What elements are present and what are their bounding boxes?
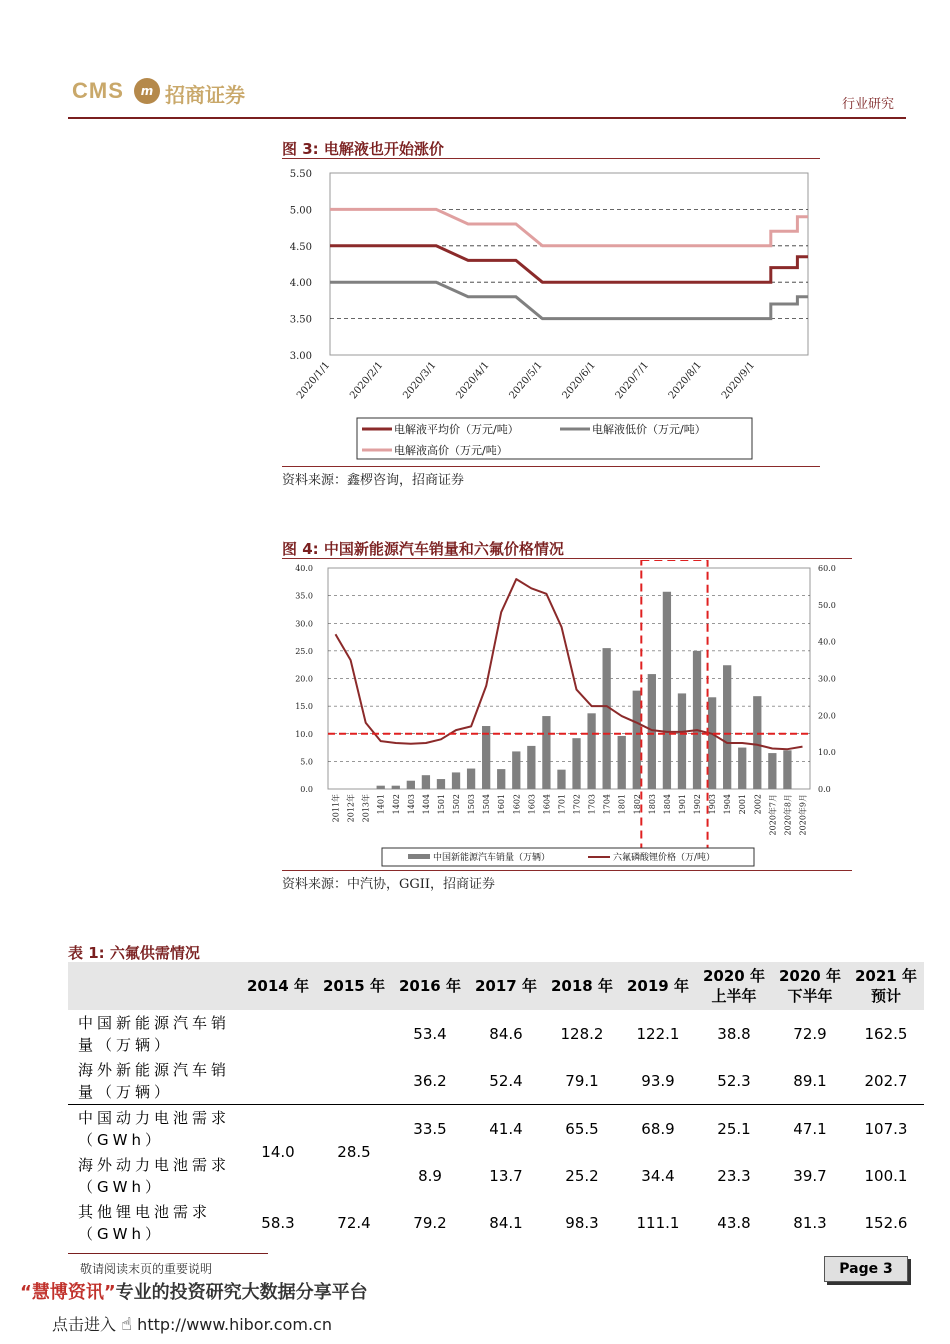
table-cell: 36.2 xyxy=(413,1071,447,1090)
hibor-enter-label: 点击进入 xyxy=(52,1315,117,1334)
x-tick-label: 1404 xyxy=(421,794,431,815)
x-tick-label: 1702 xyxy=(572,794,582,815)
table-row xyxy=(68,1010,924,1057)
bar xyxy=(708,697,716,789)
y-tick-label: 4.50 xyxy=(289,241,312,253)
x-tick-label: 1803 xyxy=(647,794,657,815)
row-label: 中国动力电池需求（GWh） xyxy=(78,1108,231,1149)
y-left-tick-label: 35.0 xyxy=(295,591,313,601)
table-cell: 111.1 xyxy=(636,1213,680,1232)
table-cell: 38.8 xyxy=(717,1024,751,1043)
logo-company-name: 招商证券 xyxy=(165,83,245,107)
bar xyxy=(723,665,731,789)
legend-label: 电解液低价（万元/吨） xyxy=(592,423,706,436)
x-tick-label: 1603 xyxy=(527,794,537,815)
logo-cms: CMS xyxy=(72,78,124,103)
x-tick-label: 2020/4/1 xyxy=(454,359,492,402)
table-cell: 53.4 xyxy=(413,1024,447,1043)
header-divider xyxy=(68,117,906,119)
table-header-cell xyxy=(848,962,924,1010)
bar xyxy=(557,770,565,789)
bar xyxy=(753,696,761,789)
y-right-tick-label: 40.0 xyxy=(818,637,836,647)
y-left-tick-label: 40.0 xyxy=(295,564,313,573)
x-tick-label: 1502 xyxy=(452,794,462,815)
table-cell: 84.1 xyxy=(489,1213,523,1232)
y-tick-label: 3.50 xyxy=(289,314,312,326)
y-left-tick-label: 0.0 xyxy=(300,785,313,794)
row-label: 海外动力电池需求（GWh） xyxy=(78,1155,231,1196)
table-cell xyxy=(240,1057,316,1105)
y-tick-label: 5.00 xyxy=(289,205,312,217)
footer-disclaimer-note: 敬请阅读末页的重要说明 xyxy=(80,1262,213,1276)
y-right-tick-label: 20.0 xyxy=(818,711,836,721)
plot-frame xyxy=(330,173,808,355)
bar xyxy=(482,726,490,789)
y-right-tick-label: 30.0 xyxy=(818,674,836,684)
table-cell: 8.9 xyxy=(418,1166,442,1185)
bar xyxy=(738,748,746,789)
table-cell: 152.6 xyxy=(864,1213,908,1232)
supply-demand-table xyxy=(68,962,924,1246)
x-tick-label: 2020年8月 xyxy=(783,794,793,836)
header-line: 2020 年 xyxy=(703,967,765,985)
x-tick-label: 1601 xyxy=(497,794,507,815)
legend-label: 六氟磷酸锂价格（万/吨） xyxy=(613,853,716,863)
table-cell: 79.1 xyxy=(565,1071,599,1090)
x-tick-label: 1703 xyxy=(587,794,597,815)
x-tick-label: 1403 xyxy=(406,794,416,815)
table-header-cell xyxy=(772,962,848,1010)
y-left-tick-label: 10.0 xyxy=(295,729,313,739)
y-tick-label: 3.00 xyxy=(289,351,312,362)
logo-mark-icon: m xyxy=(134,78,160,104)
table-cell: 100.1 xyxy=(864,1166,908,1185)
table-cell: 72.4 xyxy=(337,1213,371,1232)
table-cell: 52.4 xyxy=(489,1071,523,1090)
row-label: 海外新能源汽车销量（万辆） xyxy=(78,1060,231,1101)
figure4-title: 图 4: 中国新能源汽车销量和六氟价格情况 xyxy=(282,540,564,558)
footer-divider xyxy=(68,1253,268,1254)
hibor-url[interactable]: http://www.hibor.com.cn xyxy=(137,1315,332,1334)
hibor-link[interactable] xyxy=(52,1312,332,1335)
figure4-bottom-rule xyxy=(282,870,852,871)
table-cell xyxy=(240,1010,316,1057)
table-cell: 41.4 xyxy=(489,1119,523,1138)
x-tick-label: 2012年 xyxy=(346,794,356,823)
table-cell: 34.4 xyxy=(641,1166,675,1185)
table1-title: 表 1: 六氟供需情况 xyxy=(68,944,200,962)
x-tick-label: 1602 xyxy=(512,794,522,815)
series-line xyxy=(330,246,808,282)
legend-label: 电解液高价（万元/吨） xyxy=(394,444,508,457)
x-tick-label: 1903 xyxy=(708,794,718,815)
bar xyxy=(467,769,475,789)
bar xyxy=(648,674,656,789)
table-row xyxy=(68,1152,924,1199)
y-tick-label: 5.50 xyxy=(289,169,312,180)
table-cell: 39.7 xyxy=(793,1166,827,1185)
x-tick-label: 2020/2/1 xyxy=(348,359,386,402)
bar xyxy=(407,781,415,789)
x-tick-label: 2020/5/1 xyxy=(507,359,545,402)
series-line xyxy=(330,282,808,318)
table-cell: 162.5 xyxy=(864,1024,908,1043)
table-cell: 107.3 xyxy=(864,1119,908,1138)
table-cell: 122.1 xyxy=(636,1024,680,1043)
table-header-cell: 2018 年 xyxy=(544,962,620,1010)
y-right-tick-label: 50.0 xyxy=(818,600,836,610)
table-header-row xyxy=(68,962,924,1010)
x-tick-label: 2002 xyxy=(753,794,763,815)
y-tick-label: 4.00 xyxy=(289,278,312,290)
x-tick-label: 1701 xyxy=(557,794,567,815)
bar xyxy=(768,753,776,789)
y-left-tick-label: 30.0 xyxy=(295,619,313,629)
x-tick-label: 1802 xyxy=(632,794,642,815)
bar xyxy=(452,772,460,789)
figure4-source: 资料来源：中汽协，GGII，招商证券 xyxy=(282,877,496,892)
bar xyxy=(392,786,400,789)
bar xyxy=(512,751,520,789)
figure3-title: 图 3: 电解液也开始涨价 xyxy=(282,140,444,158)
legend-label: 中国新能源汽车销量（万辆） xyxy=(433,853,551,863)
bar xyxy=(572,738,580,789)
y-right-tick-label: 10.0 xyxy=(818,748,836,758)
x-tick-label: 1704 xyxy=(602,794,612,815)
table-cell xyxy=(316,1010,392,1057)
header-line: 上半年 xyxy=(711,987,757,1005)
table-cell: 81.3 xyxy=(793,1213,827,1232)
table-cell: 52.3 xyxy=(717,1071,751,1090)
header-line: 2021 年 xyxy=(855,967,917,985)
x-tick-label: 2020/9/1 xyxy=(719,359,758,402)
x-tick-label: 2001 xyxy=(738,794,748,815)
table-cell: 65.5 xyxy=(565,1119,599,1138)
table-row xyxy=(68,1057,924,1105)
table-cell: 128.2 xyxy=(560,1024,604,1043)
row-label: 其他锂电池需求（GWh） xyxy=(78,1202,212,1243)
table-header-cell: 2015 年 xyxy=(316,962,392,1010)
figure3-bottom-rule xyxy=(282,466,820,467)
x-tick-label: 1401 xyxy=(376,794,386,815)
table-cell: 79.2 xyxy=(413,1213,447,1232)
table-header-cell: 2017 年 xyxy=(468,962,544,1010)
header-line: 2020 年 xyxy=(779,967,841,985)
hibor-banner xyxy=(20,1278,368,1304)
x-tick-label: 1901 xyxy=(677,794,687,815)
table-header-blank xyxy=(68,962,240,1010)
bar xyxy=(663,592,671,789)
bar xyxy=(527,746,535,789)
x-tick-label: 2020/1/1 xyxy=(294,359,333,402)
table-cell: 58.3 xyxy=(261,1213,295,1232)
bar xyxy=(618,736,626,789)
bar xyxy=(587,713,595,789)
x-tick-label: 1503 xyxy=(467,794,477,815)
table-cell: 93.9 xyxy=(641,1071,675,1090)
table-row xyxy=(68,1105,924,1153)
row-label: 中国新能源汽车销量（万辆） xyxy=(78,1013,231,1054)
x-tick-label: 1402 xyxy=(391,794,401,815)
x-tick-label: 1501 xyxy=(436,794,446,815)
bar xyxy=(377,786,385,789)
bar xyxy=(693,651,701,789)
x-tick-label: 2020/3/1 xyxy=(401,359,439,402)
table-cell: 13.7 xyxy=(489,1166,523,1185)
table-cell: 98.3 xyxy=(565,1213,599,1232)
table-header-cell: 2019 年 xyxy=(620,962,696,1010)
table-row xyxy=(68,1199,924,1246)
y-left-tick-label: 20.0 xyxy=(295,674,313,684)
y-right-tick-label: 60.0 xyxy=(818,564,836,573)
x-tick-label: 2011年 xyxy=(331,794,341,823)
y-left-tick-label: 25.0 xyxy=(295,646,313,656)
table-cell: 84.6 xyxy=(489,1024,523,1043)
table-cell-merged: 14.0 xyxy=(261,1143,295,1161)
hand-pointer-icon: ☝ xyxy=(121,1314,133,1335)
table-cell: 33.5 xyxy=(413,1119,447,1138)
table-cell: 43.8 xyxy=(717,1213,751,1232)
hibor-brand: “慧博资讯” xyxy=(20,1282,116,1303)
table-cell xyxy=(316,1057,392,1105)
header-line: 下半年 xyxy=(787,987,833,1005)
legend-swatch xyxy=(408,854,430,859)
x-tick-label: 2020/6/1 xyxy=(560,359,598,402)
bar xyxy=(497,769,505,789)
figure4-chart xyxy=(280,560,852,870)
table-cell: 25.2 xyxy=(565,1166,599,1185)
bar xyxy=(542,716,550,789)
figure4-top-rule xyxy=(282,558,852,559)
x-tick-label: 1904 xyxy=(723,794,733,815)
figure3-top-rule xyxy=(282,158,820,159)
table-header-cell xyxy=(696,962,772,1010)
page-number: Page 3 xyxy=(824,1256,908,1282)
table-cell: 89.1 xyxy=(793,1071,827,1090)
x-tick-label: 1504 xyxy=(482,794,492,815)
bar xyxy=(678,693,686,789)
legend-label: 电解液平均价（万元/吨） xyxy=(394,423,519,436)
table-cell: 68.9 xyxy=(641,1119,675,1138)
x-tick-label: 2013年 xyxy=(361,794,371,823)
bar xyxy=(437,779,445,789)
figure3-chart xyxy=(280,160,825,465)
x-tick-label: 2020年7月 xyxy=(768,794,778,836)
table-cell: 25.1 xyxy=(717,1119,751,1138)
series-line xyxy=(330,209,808,245)
x-tick-label: 1902 xyxy=(693,794,703,815)
x-tick-label: 1604 xyxy=(542,794,552,815)
table-header-cell: 2016 年 xyxy=(392,962,468,1010)
price-line xyxy=(336,579,803,749)
table-header-cell: 2014 年 xyxy=(240,962,316,1010)
y-right-tick-label: 0.0 xyxy=(818,785,831,794)
x-tick-label: 1801 xyxy=(617,794,627,815)
table-cell-merged: 28.5 xyxy=(337,1143,371,1161)
y-left-tick-label: 5.0 xyxy=(300,757,313,767)
x-tick-label: 2020年9月 xyxy=(798,794,808,836)
table-cell: 72.9 xyxy=(793,1024,827,1043)
hibor-slogan: 专业的投资研究大数据分享平台 xyxy=(115,1282,368,1303)
bar xyxy=(633,691,641,789)
bar xyxy=(422,775,430,789)
header-line: 预计 xyxy=(870,987,901,1005)
figure3-source: 资料来源：鑫椤咨询，招商证券 xyxy=(282,473,465,488)
bar xyxy=(783,750,791,789)
table-cell: 47.1 xyxy=(793,1119,827,1138)
report-category: 行业研究 xyxy=(842,97,895,112)
table-cell: 202.7 xyxy=(864,1071,908,1090)
x-tick-label: 2020/7/1 xyxy=(613,359,651,402)
x-tick-label: 2020/8/1 xyxy=(666,359,705,402)
x-tick-label: 1804 xyxy=(662,794,672,815)
table-cell: 23.3 xyxy=(717,1166,751,1185)
bar xyxy=(603,648,611,789)
y-left-tick-label: 15.0 xyxy=(295,702,313,712)
